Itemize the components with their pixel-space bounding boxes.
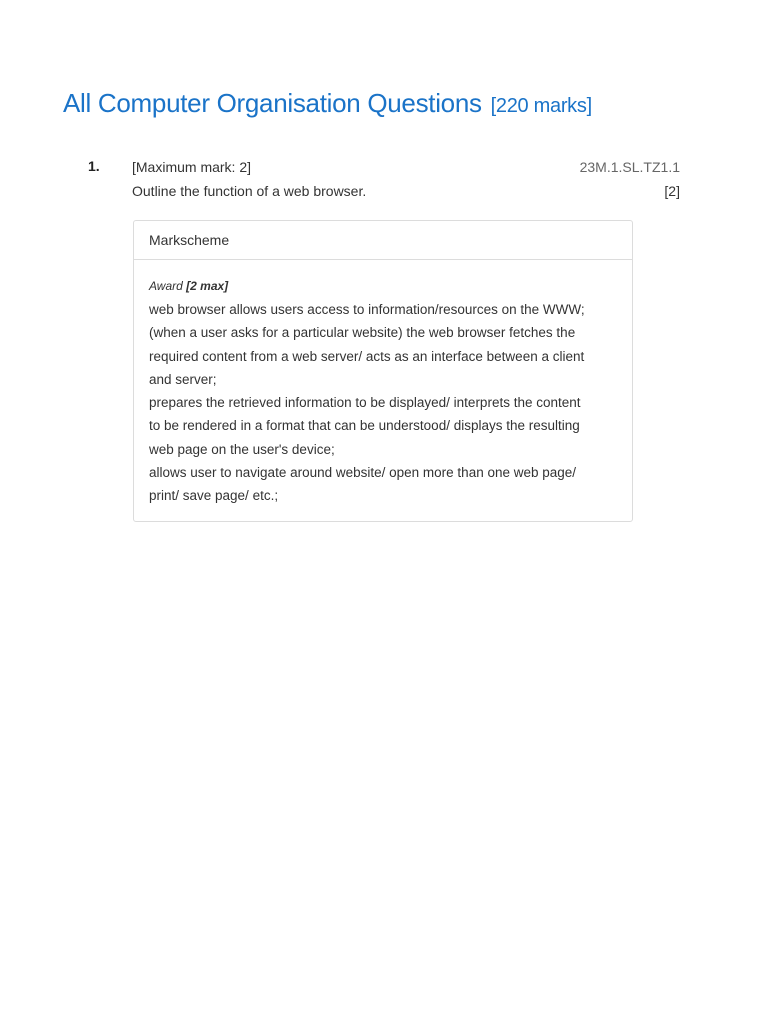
- total-marks: [220 marks]: [490, 95, 592, 117]
- question-number: 1.: [88, 158, 100, 174]
- markscheme-line: print/ save page/ etc.;: [149, 488, 279, 504]
- question-reference: 23M.1.SL.TZ1.1: [579, 159, 680, 175]
- award-value: [2 max]: [186, 279, 229, 293]
- page-title-text: All Computer Organisation Questions: [63, 88, 482, 118]
- award-note: [149, 276, 617, 296]
- page-title: [63, 88, 592, 119]
- award-prefix: Award: [149, 279, 183, 293]
- markscheme-line: web browser allows users access to information/resources on the WWW;: [149, 302, 585, 317]
- markscheme-body: [134, 260, 632, 508]
- markscheme-line: allows user to navigate around website/ open more than one web page/: [149, 465, 577, 481]
- markscheme-line: prepares the retrieved information to be displayed/ interprets the content: [149, 395, 581, 411]
- question-max-mark: [Maximum mark: 2]: [132, 159, 252, 175]
- markscheme-line: and server;: [149, 371, 217, 387]
- question-text: Outline the function of a web browser.: [132, 183, 367, 199]
- markscheme-line: web page on the user's device;: [149, 441, 335, 457]
- markscheme-panel: [133, 220, 633, 522]
- markscheme-line: to be rendered in a format that can be understood/ displays the resulting: [149, 418, 580, 434]
- markscheme-line: required content from a web server/ acts as an interface between a client: [149, 348, 585, 364]
- markscheme-header: Markscheme: [134, 221, 632, 260]
- question-marks: [2]: [664, 183, 680, 199]
- markscheme-line: (when a user asks for a particular website) the web browser fetches the: [149, 325, 576, 341]
